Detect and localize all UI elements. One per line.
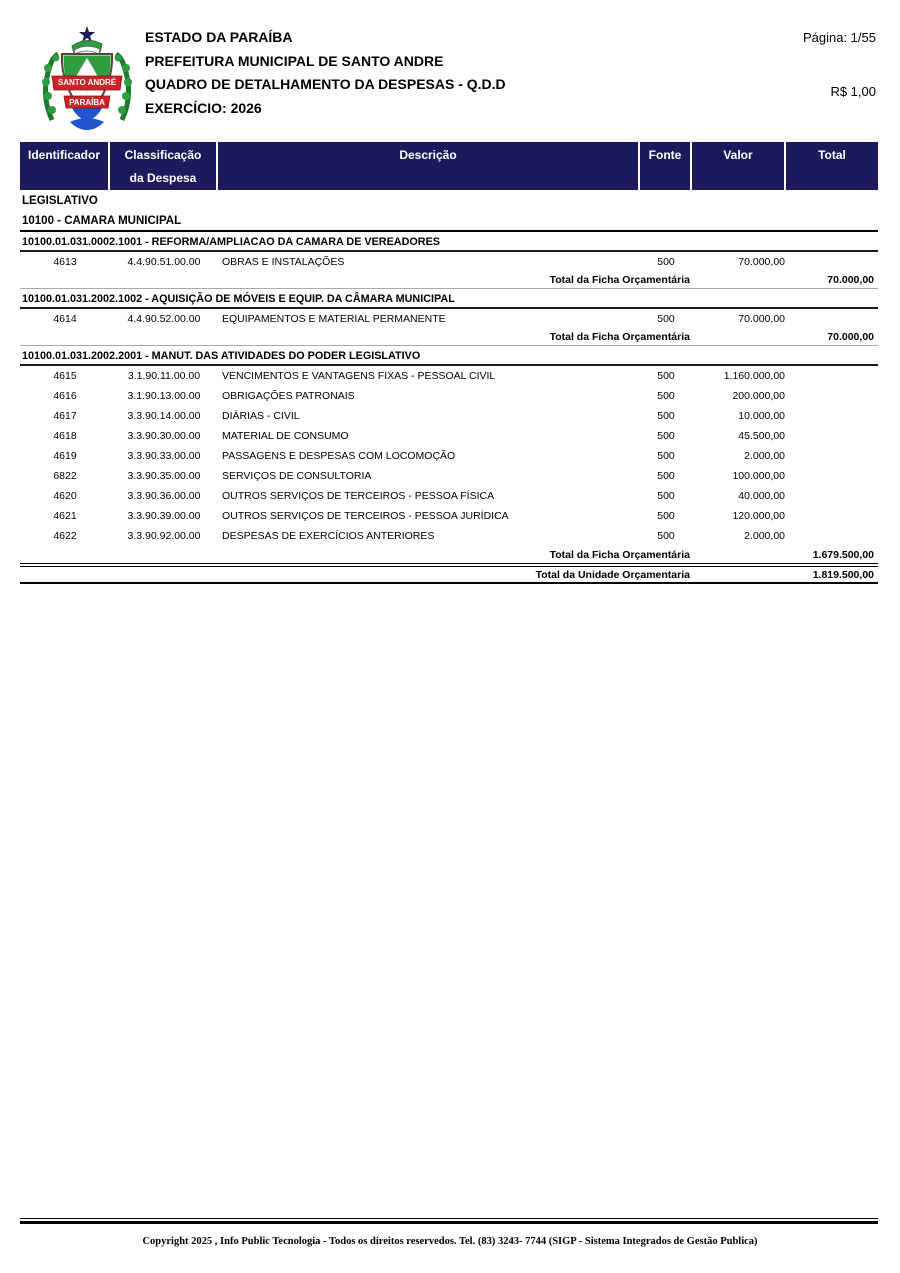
cell-identificador: 4622 [53, 530, 77, 542]
cell-descricao: SERVIÇOS DE CONSULTORIA [222, 470, 372, 482]
cell-descricao: DESPESAS DE EXERCÍCIOS ANTERIORES [222, 530, 435, 542]
cell-valor: 70.000,00 [738, 313, 785, 325]
cell-identificador: 4616 [53, 390, 77, 402]
unit-total-row [20, 567, 878, 584]
cell-identificador: 4613 [53, 256, 77, 268]
cell-fonte: 500 [657, 370, 675, 382]
cell-descricao: DIÁRIAS - CIVIL [222, 410, 300, 422]
cell-identificador: 4617 [53, 410, 77, 422]
cell-valor: 200.000,00 [732, 390, 785, 402]
cell-valor: 45.500,00 [738, 430, 785, 442]
cell-valor: 120.000,00 [732, 510, 785, 522]
cell-classificacao: 3.3.90.35.00.00 [127, 470, 201, 482]
col-header-total: Total [818, 148, 846, 162]
cell-fonte: 500 [657, 470, 675, 482]
ficha-title: 10100.01.031.2002.2001 - MANUT. DAS ATIVIDADES DO PODER LEGISLATIVO [20, 348, 878, 366]
copyright-notice: Copyright 2025 , Info Public Tecnologia - Todos os direitos reservedos. Tel. (83) 3243- 7744 (SIGP - Sistema Integrados de Gestão Publica) [142, 1236, 758, 1247]
cell-classificacao: 3.3.90.92.00.00 [127, 530, 201, 542]
cell-classificacao: 3.3.90.30.00.00 [127, 430, 201, 442]
unit-total-label: Total da Unidade Orçamentaria [535, 568, 690, 581]
cell-fonte: 500 [657, 510, 675, 522]
table-row [20, 252, 878, 272]
municipality-title: PREFEITURA MUNICIPAL DE SANTO ANDRE [145, 52, 444, 69]
page-number: Página: 1/55 [802, 30, 876, 45]
cell-classificacao: 3.1.90.11.00.00 [127, 370, 201, 382]
cell-classificacao: 3.3.90.14.00.00 [127, 410, 201, 422]
logo-banner-top-text: SANTO ANDRÉ [57, 78, 117, 87]
exercise-year: EXERCÍCIO: 2026 [145, 99, 262, 116]
cell-valor: 2.000,00 [744, 530, 785, 542]
col-header-descricao: Descrição [218, 142, 640, 190]
ficha-total-value: 70.000,00 [827, 274, 874, 286]
cell-valor: 40.000,00 [738, 490, 785, 502]
table-row [20, 386, 878, 406]
cell-fonte: 500 [657, 313, 675, 325]
cell-valor: 2.000,00 [744, 450, 785, 462]
table-row [20, 426, 878, 446]
cell-fonte: 500 [657, 410, 675, 422]
cell-fonte: 500 [657, 450, 675, 462]
expense-detail-table [20, 142, 878, 584]
cell-valor: 10.000,00 [738, 410, 785, 422]
unit-total-value: 1.819.500,00 [812, 568, 874, 581]
col-header-fonte: Fonte [640, 142, 692, 190]
col-header-valor: Valor [692, 142, 786, 190]
cell-descricao: OBRIGAÇÕES PATRONAIS [222, 390, 355, 402]
document-title-block [145, 26, 506, 120]
cell-identificador: 4615 [53, 370, 77, 382]
municipal-coat-of-arms-logo [36, 24, 138, 138]
table-header-row [20, 142, 878, 190]
cell-descricao: PASSAGENS E DESPESAS COM LOCOMOÇÃO [222, 450, 456, 462]
col-header-identificador: Identificador [20, 142, 110, 190]
table-row [20, 486, 878, 506]
cell-descricao: OUTROS SERVIÇOS DE TERCEIROS - PESSOA FÍSICA [222, 490, 495, 502]
cell-descricao: MATERIAL DE CONSUMO [222, 430, 349, 442]
cell-identificador: 6822 [53, 470, 77, 482]
cell-descricao: EQUIPAMENTOS E MATERIAL PERMANENTE [222, 313, 446, 325]
ficha-total-value: 1.679.500,00 [812, 548, 874, 561]
table-row [20, 366, 878, 386]
table-row [20, 466, 878, 486]
cell-fonte: 500 [657, 430, 675, 442]
cell-valor: 1.160.000,00 [723, 370, 785, 382]
star-icon [79, 26, 95, 42]
table-row [20, 406, 878, 426]
group-legislativo: LEGISLATIVO [22, 194, 98, 207]
report-title: QUADRO DE DETALHAMENTO DA DESPESAS - Q.D.D [145, 76, 506, 92]
ficha-total-label: Total da Ficha Orçamentária [549, 548, 690, 561]
ficha-total-row [20, 329, 878, 346]
ficha-total-label: Total da Ficha Orçamentária [549, 331, 690, 343]
cell-fonte: 500 [657, 530, 675, 542]
cell-fonte: 500 [657, 490, 675, 502]
cell-descricao: VENCIMENTOS E VANTAGENS FIXAS - PESSOAL CIVIL [222, 370, 496, 382]
cell-classificacao: 3.3.90.39.00.00 [127, 510, 201, 522]
ficha-total-row [20, 272, 878, 289]
logo-banner-bottom-text: PARAÍBA [69, 98, 105, 107]
cell-classificacao: 4.4.90.52.00.00 [127, 313, 201, 325]
ficha-title: 10100.01.031.0002.1001 - REFORMA/AMPLIACAO DA CAMARA DE VEREADORES [20, 234, 878, 252]
ficha-title: 10100.01.031.2002.1002 - AQUISIÇÃO DE MÓVEIS E EQUIP. DA CÂMARA MUNICIPAL [20, 291, 878, 309]
group-camara-municipal: 10100 - CAMARA MUNICIPAL [20, 211, 878, 232]
currency-unit: R$ 1,00 [830, 84, 876, 99]
cell-fonte: 500 [657, 390, 675, 402]
cell-descricao: OBRAS E INSTALAÇÕES [222, 256, 345, 268]
col-header-classificacao: Classificação da Despesa [110, 142, 218, 190]
ficha-total-row [20, 546, 878, 563]
table-row [20, 506, 878, 526]
table-row [20, 446, 878, 466]
cell-descricao: OUTROS SERVIÇOS DE TERCEIROS - PESSOA JURÍDICA [222, 510, 509, 522]
cell-valor: 70.000,00 [738, 256, 785, 268]
cell-classificacao: 3.3.90.33.00.00 [127, 450, 201, 462]
cell-fonte: 500 [657, 256, 675, 268]
cell-classificacao: 4.4.90.51.00.00 [127, 256, 201, 268]
cell-identificador: 4618 [53, 430, 77, 442]
cell-identificador: 4614 [53, 313, 77, 325]
cell-identificador: 4619 [53, 450, 77, 462]
cell-classificacao: 3.3.90.36.00.00 [127, 490, 201, 502]
ficha-total-value: 70.000,00 [827, 331, 874, 343]
cell-valor: 100.000,00 [732, 470, 785, 482]
cell-classificacao: 3.1.90.13.00.00 [127, 390, 201, 402]
state-title: ESTADO DA PARAÍBA [145, 29, 293, 45]
table-row [20, 526, 878, 546]
ficha-total-label: Total da Ficha Orçamentária [549, 274, 690, 286]
table-row [20, 309, 878, 329]
cell-identificador: 4620 [53, 490, 77, 502]
footer-divider [20, 1218, 878, 1224]
cell-identificador: 4621 [53, 510, 77, 522]
